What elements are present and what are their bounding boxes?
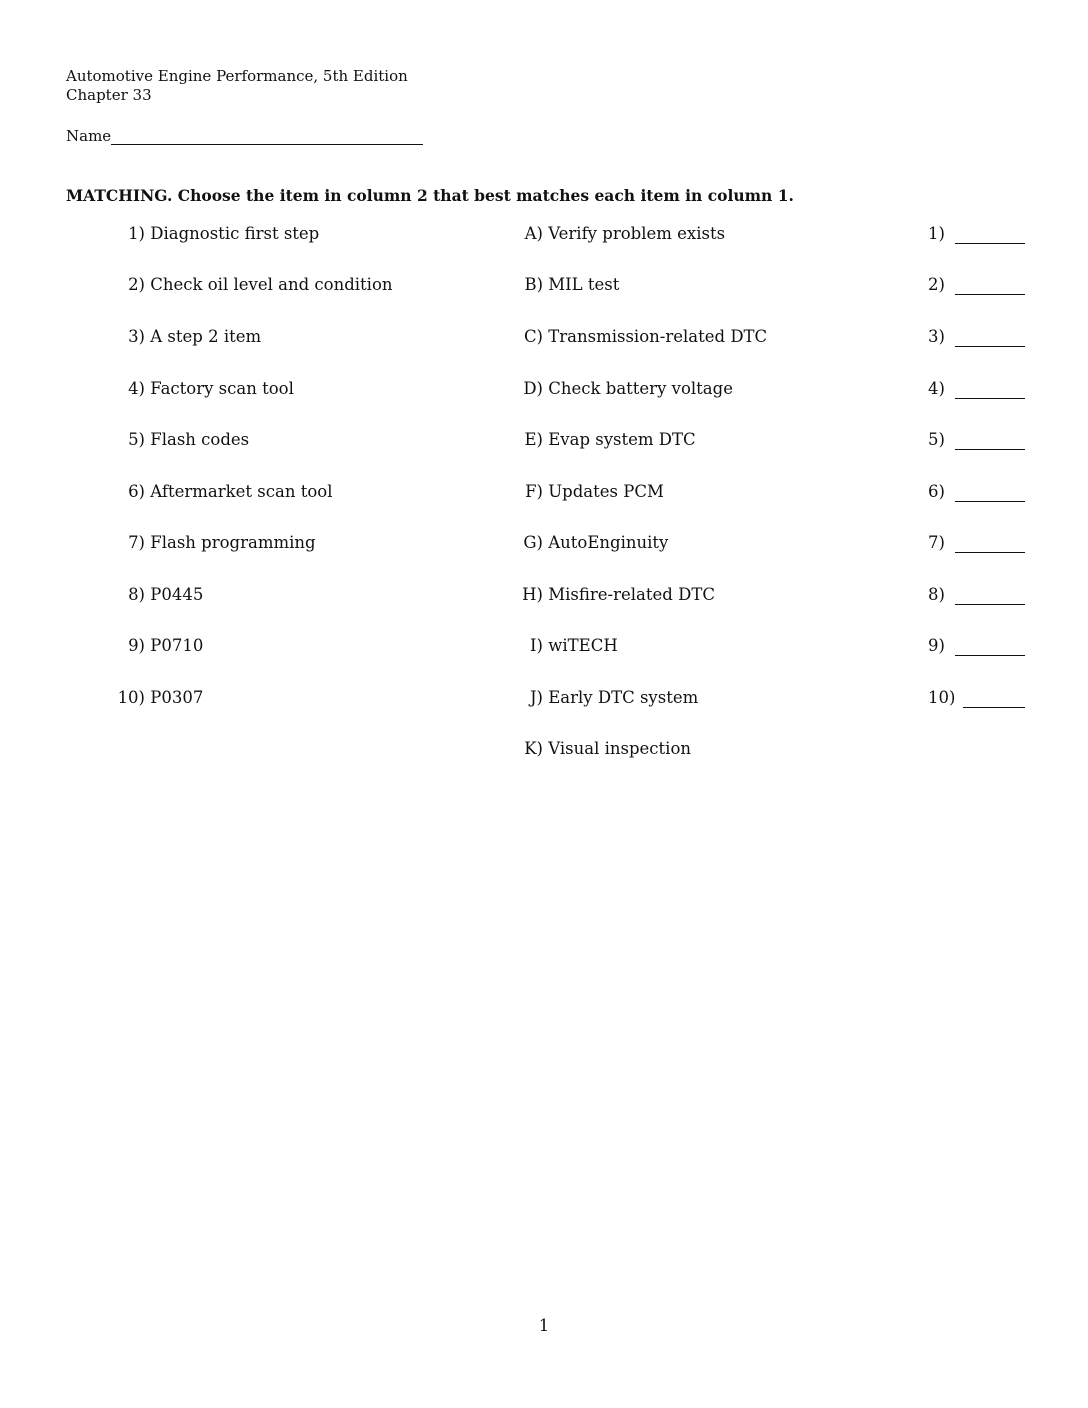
option-item: D) Check battery voltage (523, 379, 733, 398)
option-item: C) Transmission-related DTC (523, 327, 768, 346)
answer-blank[interactable] (955, 552, 1025, 553)
answer-number: 2) (928, 275, 945, 294)
matching-instructions: MATCHING. Choose the item in column 2 that best matches each item in column 1. (66, 186, 794, 205)
name-label: Name (66, 127, 112, 145)
option-item: J) Early DTC system (529, 688, 699, 707)
book-title: Automotive Engine Performance, 5th Edition (66, 67, 408, 85)
question-item: 8) P0445 (128, 585, 204, 604)
answer-number: 6) (928, 482, 945, 501)
answer-number: 5) (928, 430, 945, 449)
name-input-line[interactable] (111, 125, 423, 145)
question-item: 2) Check oil level and condition (128, 275, 393, 294)
option-item: H) Misfire-related DTC (522, 585, 715, 604)
answer-blank[interactable] (955, 398, 1025, 399)
option-item: F) Updates PCM (525, 482, 664, 501)
question-item: 6) Aftermarket scan tool (128, 482, 333, 501)
answer-blank[interactable] (955, 655, 1025, 656)
answer-blank[interactable] (955, 449, 1025, 450)
answer-number: 7) (928, 533, 945, 552)
answer-number: 1) (928, 224, 945, 243)
answer-number: 10) (928, 688, 956, 707)
answer-blank[interactable] (955, 501, 1025, 502)
question-item: 7) Flash programming (128, 533, 316, 552)
option-item: E) Evap system DTC (524, 430, 696, 449)
answer-number: 3) (928, 327, 945, 346)
question-item: 1) Diagnostic first step (128, 224, 320, 243)
option-item: B) MIL test (524, 275, 620, 294)
option-item: A) Verify problem exists (524, 224, 726, 243)
question-item: 5) Flash codes (128, 430, 250, 449)
question-item: 9) P0710 (128, 636, 204, 655)
option-item: K) Visual inspection (524, 739, 692, 758)
answer-number: 9) (928, 636, 945, 655)
answer-blank[interactable] (955, 346, 1025, 347)
answer-blank[interactable] (955, 604, 1025, 605)
chapter-label: Chapter 33 (66, 86, 152, 104)
answer-blank[interactable] (963, 707, 1025, 708)
option-item: G) AutoEnginuity (523, 533, 669, 552)
question-item: 4) Factory scan tool (128, 379, 294, 398)
page-number: 1 (538, 1316, 550, 1335)
name-field (66, 125, 423, 145)
answer-blank[interactable] (955, 294, 1025, 295)
answer-number: 8) (928, 585, 945, 604)
option-item: I) wiTECH (530, 636, 618, 655)
answer-blank[interactable] (955, 243, 1025, 244)
question-item: 10) P0307 (117, 688, 204, 707)
answer-number: 4) (928, 379, 945, 398)
question-item: 3) A step 2 item (128, 327, 262, 346)
